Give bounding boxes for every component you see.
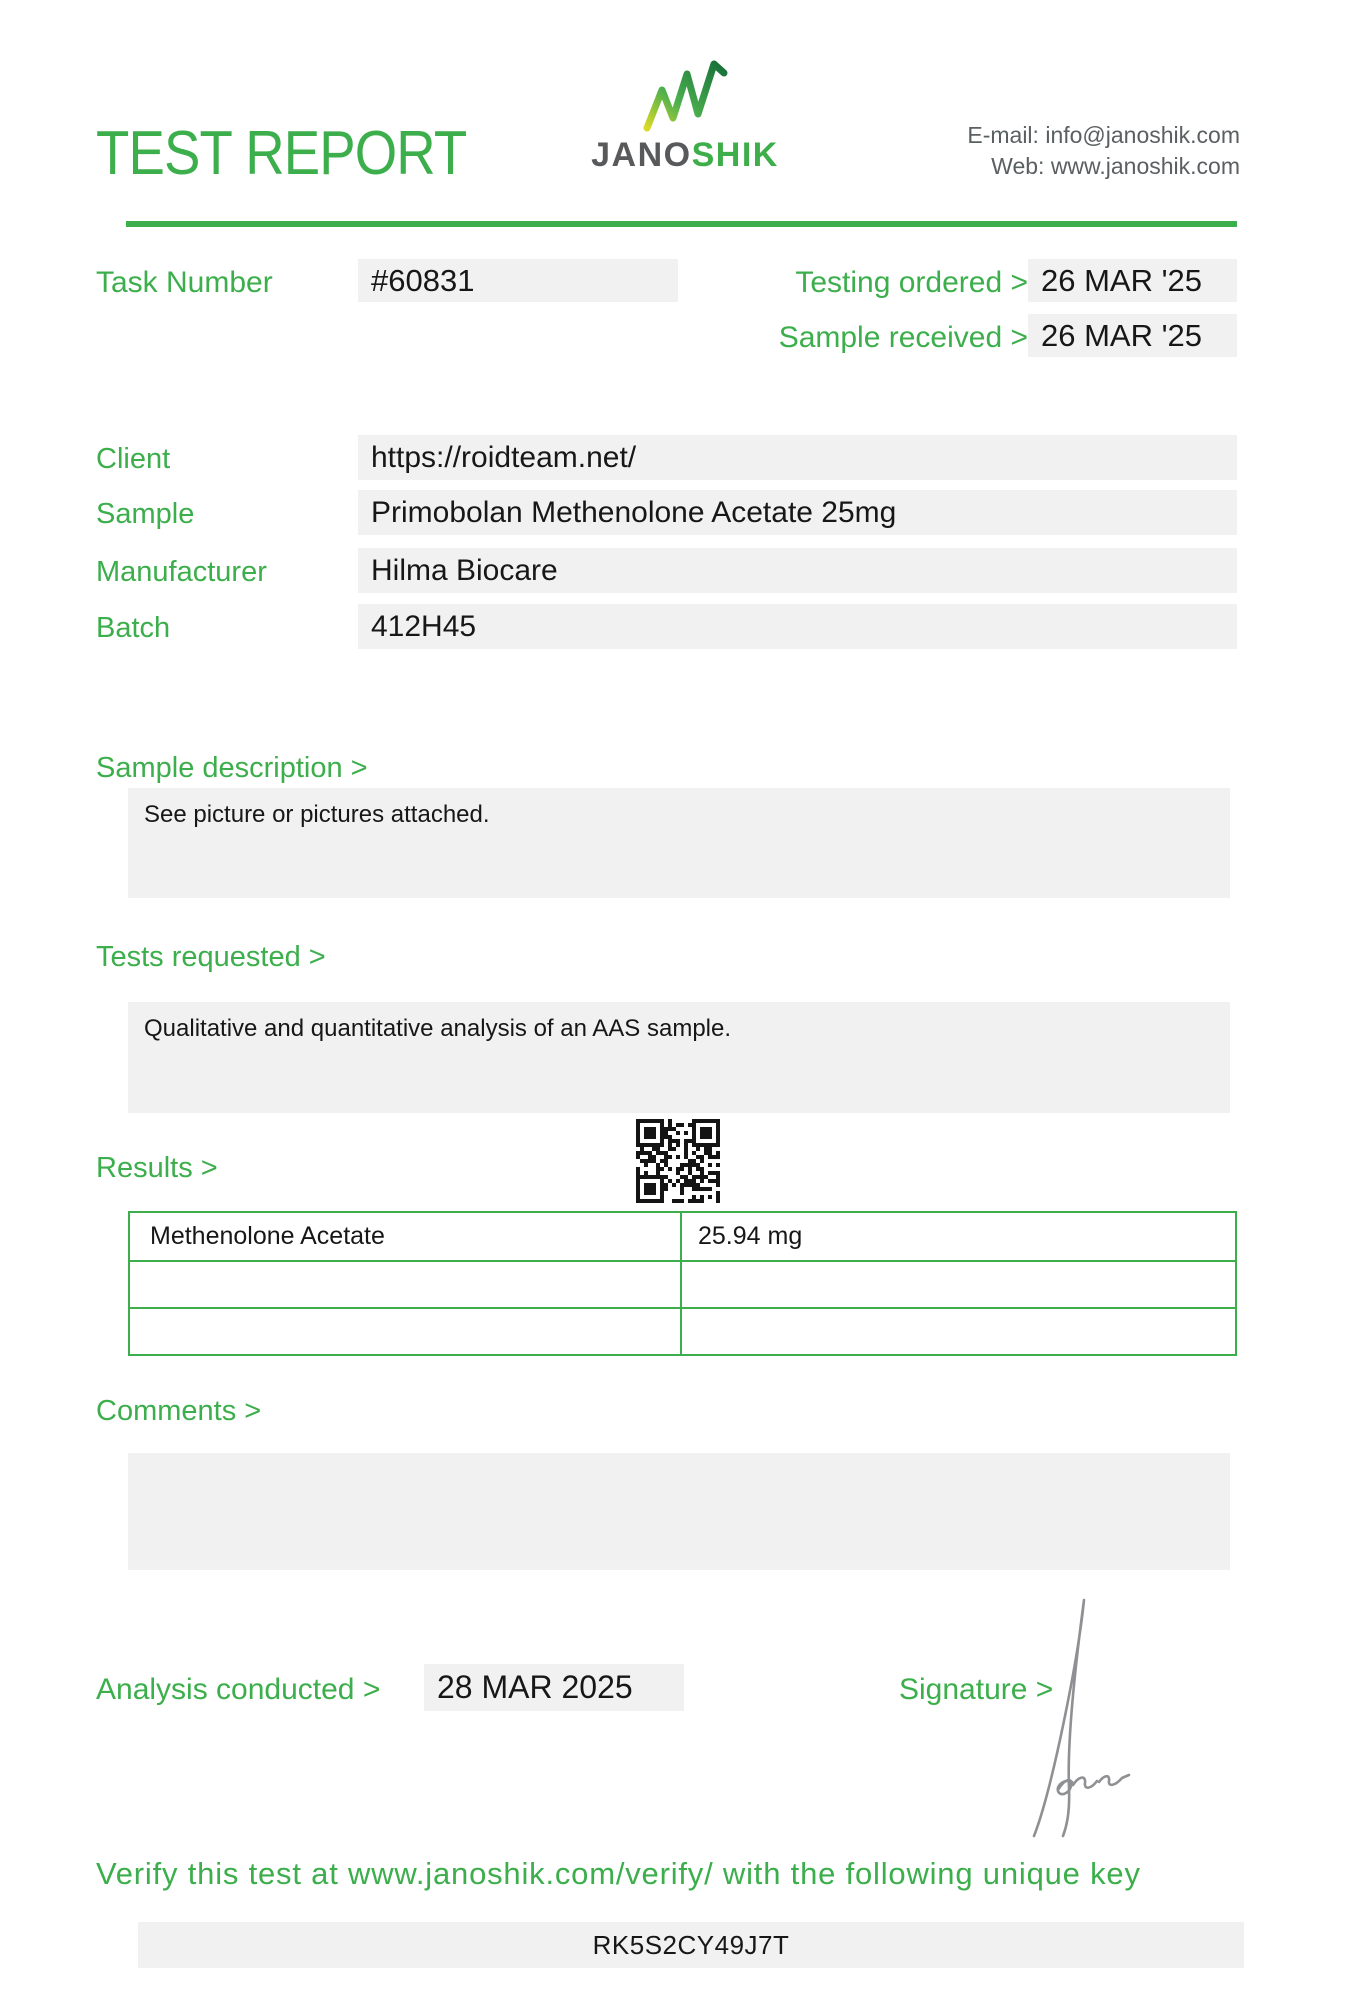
sample-received-value: 26 MAR '25 <box>1028 314 1237 357</box>
sample-description-text: See picture or pictures attached. <box>128 788 1230 898</box>
results-table <box>128 1211 1237 1356</box>
verify-key-value: RK5S2CY49J7T <box>138 1922 1244 1968</box>
brand-name-secondary: SHIK <box>691 136 779 174</box>
table-row <box>130 1307 1235 1354</box>
contact-web-line <box>967 151 1240 182</box>
batch-label: Batch <box>96 612 171 644</box>
tests-requested-heading: Tests requested > <box>96 941 326 973</box>
manufacturer-label: Manufacturer <box>96 556 267 588</box>
sample-label: Sample <box>96 498 195 530</box>
web-value: www.janoshik.com <box>1050 153 1240 179</box>
testing-ordered-label: Testing ordered > <box>795 266 1028 299</box>
brand-name <box>583 136 787 175</box>
tests-requested-text: Qualitative and quantitative analysis of an AAS sample. <box>128 1002 1230 1113</box>
comments-heading: Comments > <box>96 1395 262 1427</box>
analysis-date-value: 28 MAR 2025 <box>424 1664 684 1711</box>
handwritten-signature <box>1012 1590 1132 1840</box>
testing-ordered-value: 26 MAR '25 <box>1028 259 1237 302</box>
contact-email-line <box>967 120 1240 151</box>
signature-label: Signature > <box>899 1673 1054 1706</box>
client-label: Client <box>96 443 171 475</box>
sample-description-heading: Sample description > <box>96 752 368 784</box>
result-value <box>682 1309 1235 1354</box>
contact-info <box>967 120 1240 182</box>
qr-code <box>636 1119 720 1203</box>
comments-text <box>128 1453 1230 1570</box>
sample-value: Primobolan Methenolone Acetate 25mg <box>358 490 1237 535</box>
result-analyte: Methenolone Acetate <box>130 1213 682 1260</box>
batch-value: 412H45 <box>358 604 1237 649</box>
sample-received-label: Sample received > <box>778 321 1028 354</box>
analysis-conducted-label: Analysis conducted > <box>96 1673 381 1706</box>
manufacturer-value: Hilma Biocare <box>358 548 1237 593</box>
header-divider <box>126 221 1237 227</box>
task-number-value: #60831 <box>358 259 678 302</box>
email-value: info@janoshik.com <box>1045 122 1240 148</box>
task-number-label: Task Number <box>96 266 273 299</box>
growth-chart-icon <box>635 56 735 134</box>
result-analyte <box>130 1309 682 1354</box>
brand-logo <box>583 56 787 175</box>
client-value: https://roidteam.net/ <box>358 435 1237 480</box>
result-value: 25.94 mg <box>698 1222 803 1250</box>
email-label: E-mail: <box>967 122 1046 148</box>
results-heading: Results > <box>96 1152 218 1184</box>
page-title: TEST REPORT <box>96 119 467 188</box>
web-label: Web: <box>991 153 1051 179</box>
table-row <box>130 1213 1235 1260</box>
verify-instruction: Verify this test at www.janoshik.com/verify/ with the following unique key <box>96 1856 1141 1891</box>
result-value <box>682 1262 1235 1307</box>
brand-name-primary: JANO <box>591 136 692 174</box>
table-row <box>130 1260 1235 1307</box>
result-analyte <box>130 1262 682 1307</box>
